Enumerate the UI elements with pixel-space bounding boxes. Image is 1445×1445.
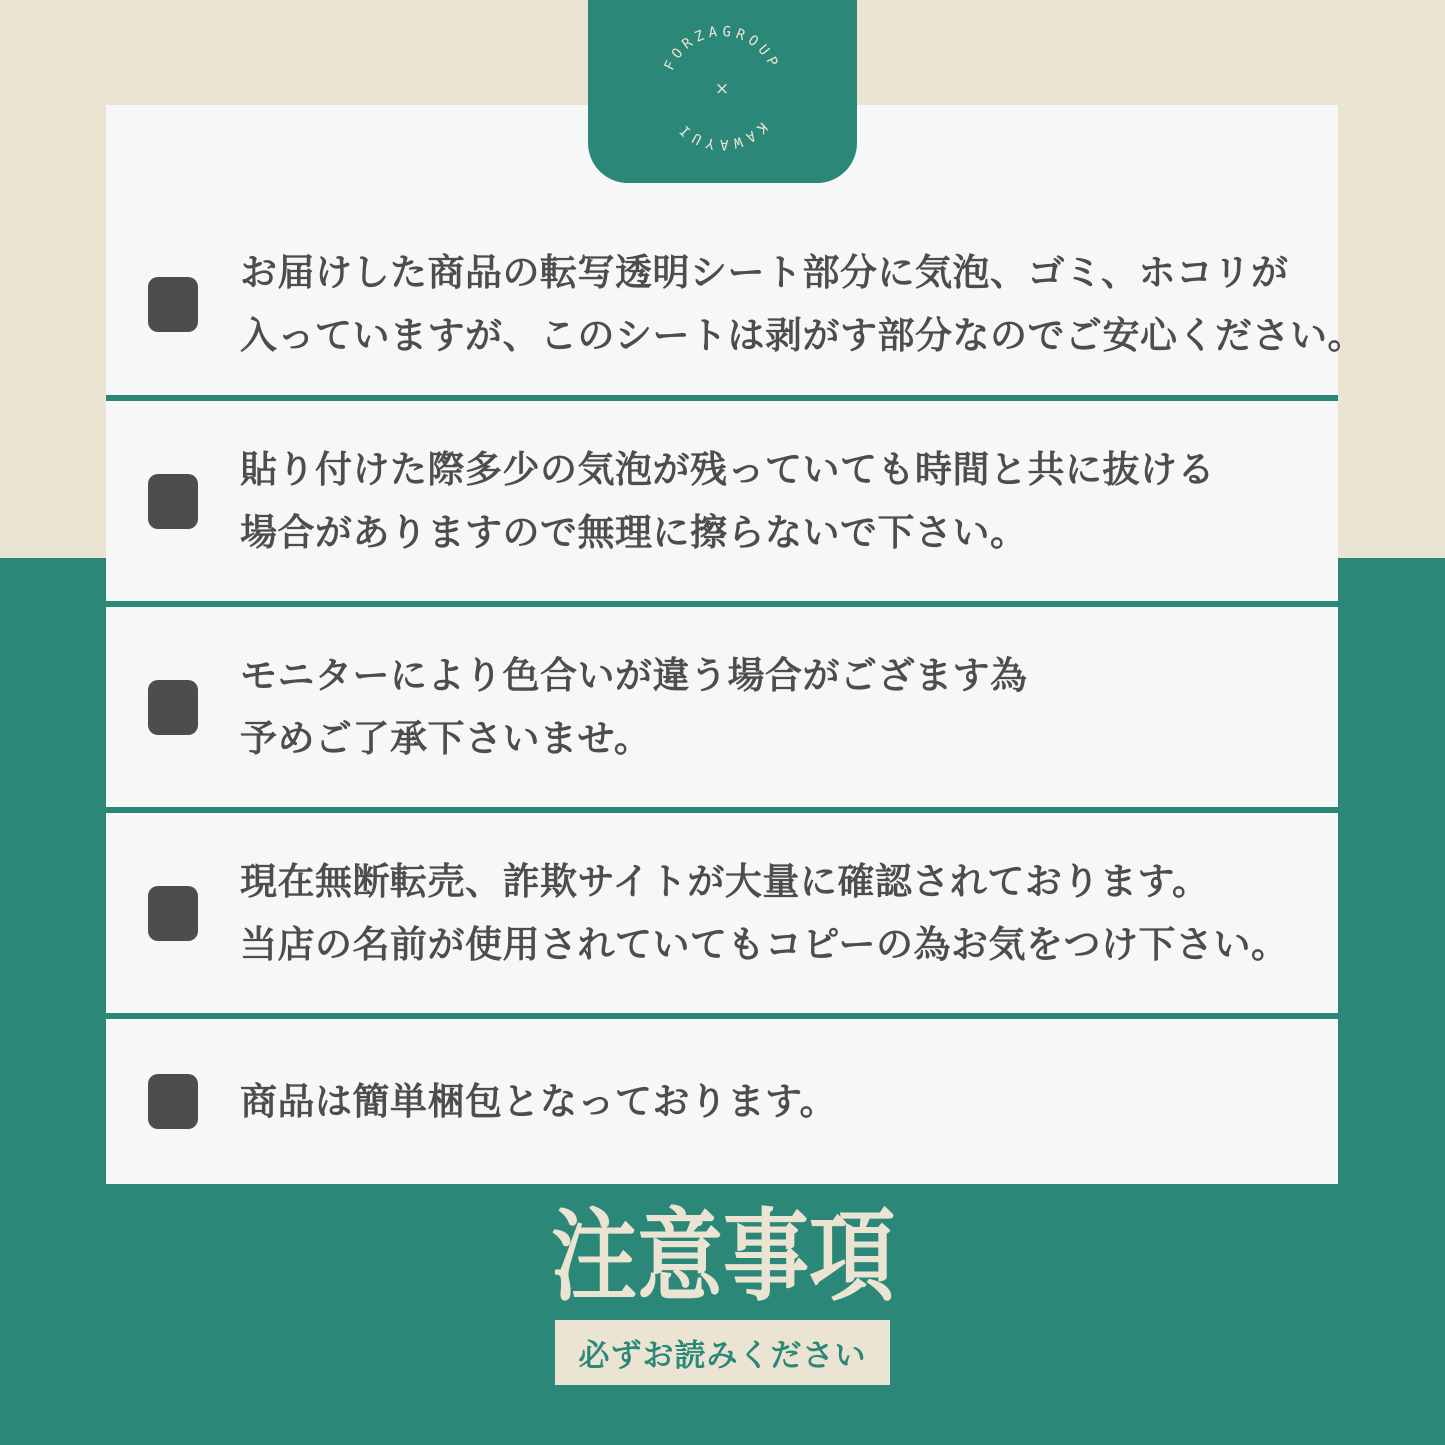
brand-badge [588, 0, 857, 183]
checkbox-bullet-icon [148, 277, 198, 332]
notice-line: 現在無断転売、詐欺サイトが大量に確認されております。 [240, 861, 1210, 902]
notice-panel [106, 105, 1365, 1184]
notice-row [106, 813, 1338, 1013]
notice-text [240, 850, 1289, 976]
notice-text [240, 241, 1365, 367]
notice-line: 当店の名前が使用されていてもコピーの為お気をつけ下さい。 [240, 924, 1289, 965]
notice-line: 商品は簡単梱包となっております。 [240, 1081, 838, 1122]
notice-line: 入っていますが、このシートは剥がす部分なのでご安心ください。 [240, 315, 1365, 356]
brand-logo-circular [588, 0, 857, 183]
notice-line: 貼り付けた際多少の気泡が残っていても時間と共に抜ける [240, 449, 1215, 490]
notice-text [240, 644, 1028, 770]
footer-section [0, 1184, 1445, 1445]
notice-row [106, 1019, 1338, 1184]
checkbox-bullet-icon [148, 680, 198, 735]
logo-bottom-arc-text: KAWAYUI [673, 118, 771, 152]
notice-row [106, 401, 1338, 601]
logo-top-arc-text: FORZAGROUP [661, 23, 783, 74]
checkbox-bullet-icon [148, 1074, 198, 1129]
notice-line: 場合がありますので無理に擦らないで下さい。 [240, 512, 1028, 553]
notice-text [240, 1070, 837, 1133]
notice-line: お届けした商品の転写透明シート部分に気泡、ゴミ、ホコリが [240, 252, 1289, 293]
page-title: 注意事項 [550, 1201, 895, 1313]
logo-x-separator: × [714, 79, 730, 99]
must-read-button[interactable]: 必ずお読みください [555, 1320, 890, 1385]
notice-line: モニターにより色合いが違う場合がござます為 [240, 655, 1028, 696]
checkbox-bullet-icon [148, 886, 198, 941]
checkbox-bullet-icon [148, 474, 198, 529]
notice-text [240, 438, 1215, 564]
notice-row [106, 607, 1338, 807]
notice-line: 予めご了承下さいませ。 [240, 718, 652, 759]
